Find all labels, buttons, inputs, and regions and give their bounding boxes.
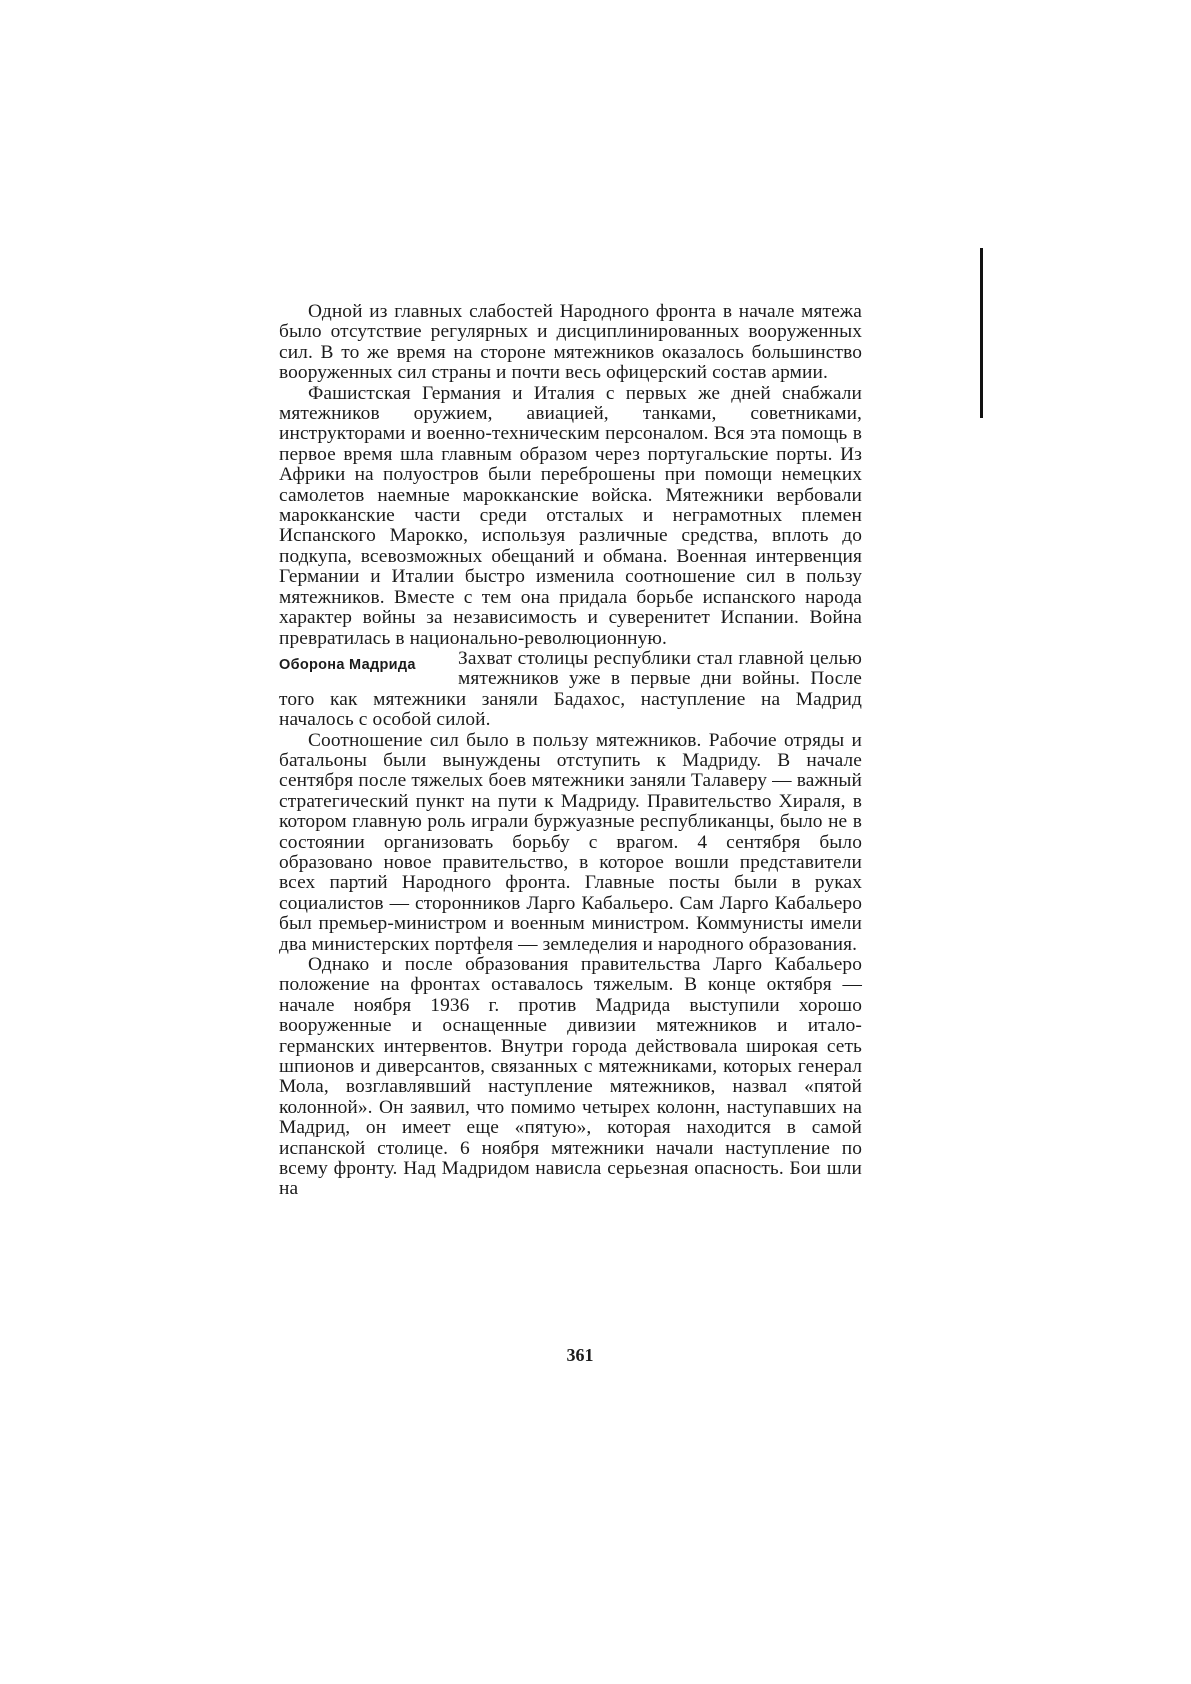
paragraph-1: Одной из главных слабостей Народного фронта в начале мятежа было отсутствие регулярных и дисциплинированных вооруженных сил. В то же время на стороне мятежников оказалось большинство вооруженных сил страны и почти весь офицерский состав армии. [279,301,862,384]
paragraph-5: Однако и после образования правительства Ларго Кабальеро положение на фронтах оставалось тяжелым. В конце октября — начале ноября 1936 г. против Мадрида выступили хорошо вооруженные и оснащенные дивизии мятежников и итало-германских интервентов. Внутри города действовала широкая сеть шпионов и диверсантов, связанных с мятежниками, которых генерал Мола, возглавлявший наступление мятежников, назвал «пятой колонной». Он заявил, что помимо четырех колонн, наступавших на Мадрид, он имеет еще «пятую», которая находится в самой испанской столице. 6 ноября мятежники начали наступление по всему фронту. Над Мадридом нависла серьезная опасность. Бои шли на [279,954,862,1200]
margin-vertical-rule [980,248,983,418]
paragraph-3 [279,649,862,731]
paragraph-4: Соотношение сил было в пользу мятежников. Рабочие отряды и батальоны были вынуждены отступить к Мадриду. В начале сентября после тяжелых боев мятежники заняли Талаверу — важный стратегический пункт на пути к Мадриду. Правительство Хираля, в котором главную роль играли буржуазные республиканцы, было не в состоянии организовать борьбу с врагом. 4 сентября было образовано новое правительство, в которое вошли представители всех партий Народного фронта. Главные посты были в руках социалистов — сторонников Ларго Кабальеро. Сам Ларго Кабальеро был премьер-министром и военным министром. Коммунисты имели два министерских портфеля — земледелия и народного образования. [279,729,862,955]
body-text [279,302,862,1200]
paragraph-2: Фашистская Германия и Италия с первых же дней снабжали мятежников оружием, авиацией, танками, советниками, инструкторами и военно-техническим персоналом. Вся эта помощь в первое время шла главным образом через португальские порты. Из Африки на полуостров были переброшены при помощи немецких самолетов наемные марокканские войска. Мятежники вербовали марокканские части среди отсталых и неграмотных племен Испанского Марокко, используя различные средства, вплоть до подкупа, всевозможных обещаний и обмана. Военная интервенция Германии и Италии быстро изменила соотношение сил в пользу мятежников. Вместе с тем она придала борьбе испанского народа характер войны за независимость и суверенитет Испании. Война превратилась в национально-революционную. [279,382,862,649]
section-sidehead: Оборона Мадрида [279,656,416,673]
paragraph-3-text: Захват столицы республики стал главной целью мятежников уже в первые дни войны. После того как мятежники заняли Бадахос, наступление на Мадрид началось с особой силой. [279,647,862,731]
page-number: 361 [566,1345,594,1365]
